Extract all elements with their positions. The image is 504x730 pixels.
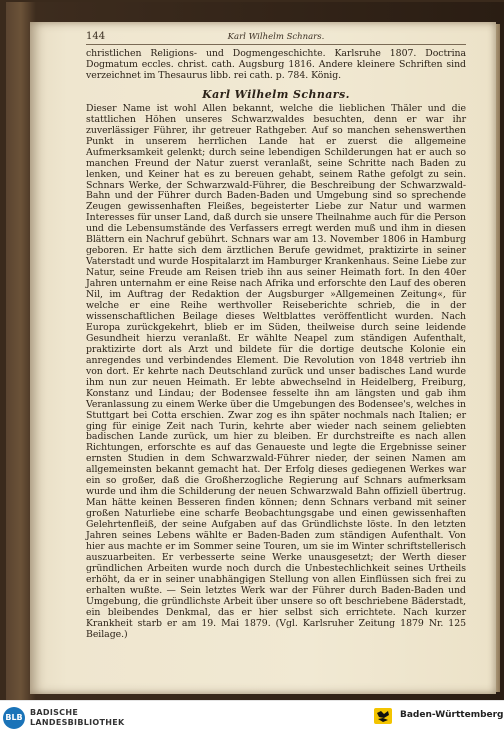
- bw-label[interactable]: Baden-Württemberg: [400, 710, 504, 720]
- bw-crest-icon: [372, 706, 394, 726]
- article-paragraph: Dieser Name ist wohl Allen bekannt, welche die lieblichen Thäler und die stattlichen Höhen unseres Schwarzwaldes besuchten, denn er war ihr zuverlässiger Führer, ihr getreuer Rathgeber. Auf so manchen sehenswerthen Punkt in unserem herrlichen Lande hat er zuerst die allgemeine Aufmerksamkeit gelenkt; durch seine lebendigen Schilderungen hat er auch so manchen Freund der Natur zuerst veranlaßt, seine Schritte nach Baden zu lenken, und Keiner hat es zu bereuen gehabt, seinem Rathe gefolgt zu sein. Schnars Werke, der Schwarzwald-Führer, die Beschreibung der Schwarzwald-Bahn und der Führer durch Baden-Baden und Umgebung sind so sprechende Zeugen gewissenhaften Fleißes, begeisterter Liebe zur Natur und warmen Interesses für unser Land, daß durch sie unsere Theilnahme auch für die Person und die Lebensumstände des Verfassers erregt werden muß und ihm in diesen Blättern ein Nachruf gebührt. Schnars war am 13. November 1806 in Hamburg geboren. Er hatte sich dem ärztlichen Berufe gewidmet, praktizirte in seiner Vaterstadt und wurde Hospitalarzt im Hamburger Krankenhaus. Seine Liebe zur Natur, seine Freude am Reisen trieb ihn aus seiner Heimath fort. In den 40er Jahren unternahm er eine Reise nach Afrika und erforschte den Lauf des oberen Nil, im Auftrag der Redaktion der Augsburger »Allgemeinen Zeitung«, für welche er eine Reihe werthvoller Reiseberichte schrieb, die in der wissenschaftlichen Beilage dieses Weltblattes veröffentlicht wurden. Nach Europa zurückgekehrt, blieb er im Süden, theilweise durch seine leidende Gesundheit hierzu veranlaßt. Er wählte Neapel zum ständigen Aufenthalt, praktizirte dort als Arzt und bildete für die dortige deutsche Kolonie ein anregendes und verbindendes Element. Die Revolution von 1848 vertrieb ihn von dort. Er kehrte nach Deutschland zurück und unser badisches Land wurde ihm nun zur neuen Heimath. Er lebte abwechselnd in Heidelberg, Freiburg, Konstanz und Lindau; der Bodensee fesselte ihn am längsten und gab ihm Veranlassung zu einem Werke über die Umgebungen des Bodensee's, welches in Stuttgart bei Cotta erschien. Zwar zog es ihn später nochmals nach Italien; er ging für einige Zeit nach Turin, kehrte aber wieder nach seinem geliebten badischen Lande zurück, um hier zu bleiben. Er durchstreifte es nach allen Richtungen, erforschte es auf das Genaueste und legte die Ergebnisse seiner ernsten Studien in dem Schwarzwald-Führer nieder, der seinen Namen am allgemeinsten bekannt gemacht hat. Der Erfolg dieses gediegenen Werkes war ein so großer, daß die Großherzogliche Regierung auf Schnars aufmerksam wurde und ihm die Schilderung der neuen Schwarzwald Bahn offiziell übertrug. Man hätte keinen Besseren finden können; denn Schnars verband mit seiner großen Naturliebe eine scharfe Beobachtungsgabe und einen gewissenhaften Gelehrtenfleiß, der seine Aufgaben auf das Gründlichste löste. In den letzten Jahren seines Lebens wählte er Baden-Baden zum ständigen Aufenthalt. Von hier aus machte er im Sommer seine Touren, um sie im Winter schriftstellerisch auszuarbeiten. Er verbesserte seine Werke unausgesetzt; der Werth dieser gründlichen Arbeiten wurde noch durch die Unbestechlichkeit seines Urtheils erhöht, da er in seiner unabhängigen Stellung von allen Einflüssen sich frei zu erhalten wußte. — Sein letztes Werk war der Führer durch Baden-Baden und Umgebung, die gründlichste Arbeit über unsere so oft beschriebene Bäderstadt, ein bleibendes Denkmal, das er hier selbst sich errichtete. Nach kurzer Krankheit starb er am 19. Mai 1879. (Vgl. Karlsruher Zeitung 1879 Nr. 125 Beilage.): [86, 102, 466, 640]
- running-head: Karl Wilhelm Schnars.: [227, 32, 325, 42]
- blb-line-2: LANDESBIBLIOTHEK: [30, 717, 125, 727]
- blb-logo[interactable]: BLB: [3, 707, 25, 729]
- article-title: Karl Wilhelm Schnars.: [202, 87, 350, 101]
- page-number: 144: [86, 31, 106, 42]
- blb-name: [30, 708, 125, 727]
- page-content: [86, 30, 466, 641]
- intro-section: [86, 49, 466, 82]
- intro-paragraph: christlichen Religions- und Dogmengeschichte. Karlsruhe 1807. Doctrina Dogmatum eccles. christ. cath. Augsburg 1816. Andere kleinere Schriften sind verzeichnet im Thesaurus libb. rei cath. p. 784. König.: [86, 48, 466, 81]
- page-header: [86, 30, 466, 45]
- blb-line-1: BADISCHE: [30, 708, 79, 717]
- article: [86, 88, 466, 641]
- footer-bar: [0, 700, 504, 730]
